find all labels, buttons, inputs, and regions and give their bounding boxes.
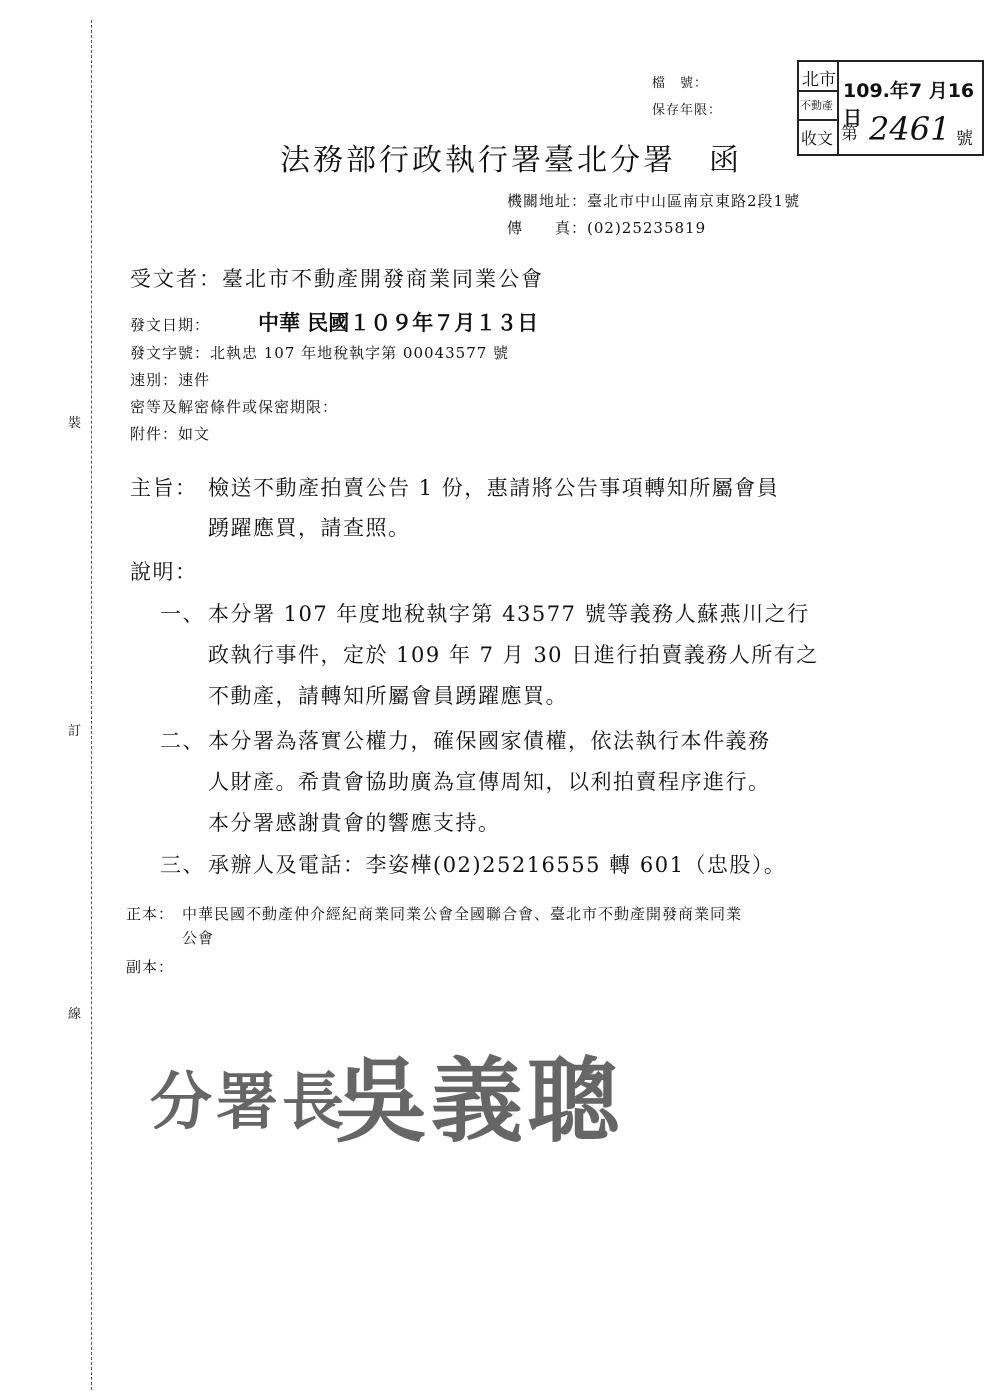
explanation-item-line: 政執行事件，定於 109 年 7 月 30 日進行拍賣義務人所有之 [208,643,819,667]
received-stamp [797,60,984,156]
signature-name: 吳義聰 [335,1047,624,1155]
margin-label-staple: 訂 [68,720,81,739]
signature-title: 分署長 [150,1065,349,1138]
recipient: 受文者：臺北市不動產開發商業同業公會 [130,267,544,291]
stamp-org-top: 北市 [802,70,836,90]
explanation-item-line: 人財產。希貴會協助廣為宣傳周知，以利拍賣程序進行。 [208,770,771,794]
subject-line: 檢送不動產拍賣公告 1 份，惠請將公告事項轉知所屬會員 [208,476,780,500]
delivery-speed: 速別：速件 [130,371,211,389]
stamp-date: 109.年7 月16日 [843,80,975,129]
document-title: 法務部行政執行署臺北分署 函 [280,143,742,178]
original-copy-label: 正本： [126,905,175,923]
issue-date-value: 中華 民國１０９年７月１３日 [258,311,539,335]
agency-fax: 傳 真：(02)25235819 [507,219,707,237]
file-number-label: 檔 號： [652,76,709,91]
secrecy-level: 密等及解密條件或保密期限： [130,398,339,416]
margin-label-bind: 裝 [68,412,81,431]
original-copy-recipients: 中華民國不動產仲介經紀商業同業公會全國聯合會、臺北市不動產開發商業同業 [182,905,743,923]
explanation-item-line: 本分署感謝貴會的響應支持。 [208,811,501,835]
retention-period-label: 保存年限： [652,103,723,118]
stamp-number-prefix: 第 [841,124,858,144]
agency-address: 機關地址：臺北市中山區南京東路2段1號 [507,192,801,210]
stamp-number-suffix: 號 [956,129,973,149]
subject-line: 踴躍應買，請查照。 [208,516,411,540]
explanation-item-number: 二、 [160,729,205,753]
explanation-item-number: 三、 [160,853,205,877]
issue-date-label: 發文日期： [130,316,211,334]
document-number: 發文字號：北執忠 107 年地稅執字第 00043577 號 [130,344,510,362]
attachments: 附件：如文 [130,425,211,443]
explanation-label: 說明： [130,560,198,584]
explanation-item-line: 本分署為落實公權力，確保國家債權，依法執行本件義務 [208,729,771,753]
binding-margin-line [91,20,92,1390]
original-copy-recipients: 公會 [182,929,215,947]
explanation-item-line: 本分署 107 年度地稅執字第 43577 號等義務人蘇燕川之行 [208,602,810,626]
explanation-item-number: 一、 [160,602,205,626]
explanation-item-line: 不動產，請轉知所屬會員踴躍應買。 [208,684,568,708]
stamp-received-label: 收文 [801,129,834,148]
explanation-item-line: 承辦人及電話：李姿樺(02)25216555 轉 601（忠股）。 [208,853,787,877]
stamp-number: 2461 [869,110,951,148]
margin-label-line: 線 [68,1003,81,1022]
stamp-org-bottom: 不動產 [800,99,833,112]
duplicate-copy-label: 副本： [126,958,175,976]
subject-label: 主旨： [130,476,198,500]
